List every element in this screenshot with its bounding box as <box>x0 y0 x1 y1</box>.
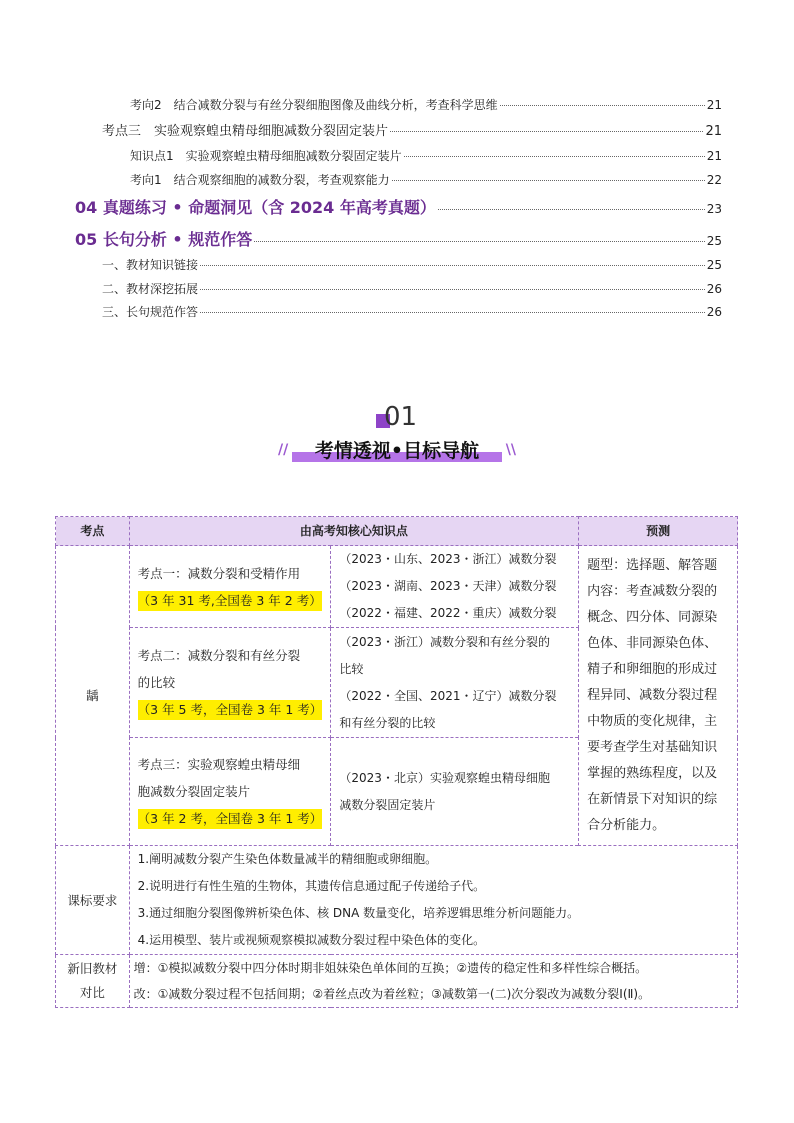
section-title-left-mark: // <box>278 442 289 458</box>
toc-entry-text: 04 真题练习 • 命题洞见（含 2024 年高考真题） <box>75 198 436 217</box>
prediction-line: 色体、非同源染色体、 <box>587 635 718 651</box>
header-kaodian: 考点 <box>56 517 130 546</box>
newold-label-line: 对比 <box>79 985 105 1000</box>
toc-entry[interactable] <box>130 147 722 164</box>
source-line: （2023・北京）实验观察蝗虫精母细胞 <box>339 770 550 785</box>
toc-leader <box>200 265 705 266</box>
prediction-line: 程异同、减数分裂过程 <box>587 687 718 703</box>
point-stat-highlight: （3 年 31 考,全国卷 3 年 2 考） <box>138 591 322 611</box>
point-title: 考点三：实验观察蝗虫精母细 <box>137 757 301 772</box>
toc-leader <box>200 289 705 290</box>
newold-item: 改：①减数分裂过程不包括间期；②着丝点改为着丝粒；③减数第一(二)次分裂改为减数分裂Ⅰ(Ⅱ)。 <box>133 987 651 1001</box>
point-stat-highlight: （3 年 2 考，全国卷 3 年 1 考） <box>138 809 323 829</box>
prediction-line: 在新情景下对知识的综 <box>587 791 718 807</box>
toc-entry-text: 考点三 实验观察蝗虫精母细胞减数分裂固定装片 <box>102 124 389 139</box>
table-header-row <box>56 517 738 546</box>
newold-label <box>56 955 130 1008</box>
point-stat-highlight: （3 年 5 考，全国卷 3 年 1 考） <box>138 700 323 720</box>
prediction-line: 合分析能力。 <box>587 817 666 833</box>
toc-entry[interactable] <box>102 280 722 297</box>
requirements-label: 课标要求 <box>56 846 130 955</box>
point-title: 胞减数分裂固定装片 <box>137 784 251 799</box>
requirement-item: 2.说明进行有性生殖的生物体，其遗传信息通过配子传递给子代。 <box>137 879 486 893</box>
section-title-right-mark: \\ <box>505 442 516 458</box>
toc-page: 25 <box>706 258 722 272</box>
table-row <box>56 846 738 955</box>
toc-entry-text: 二、教材深挖拓展 <box>102 282 199 296</box>
source-line: （2023・山东、2023・浙江）减数分裂 <box>339 552 557 566</box>
toc-page: 26 <box>706 305 722 319</box>
source-line: 比较 <box>339 661 364 676</box>
newold-label-line: 新旧教材 <box>67 961 118 976</box>
toc-entry[interactable] <box>130 96 722 113</box>
prediction-line: 精子和卵细胞的形成过 <box>587 661 718 677</box>
point-cell <box>129 738 331 846</box>
source-cell <box>331 628 579 738</box>
prediction-line: 要考查学生对基础知识 <box>587 739 718 755</box>
source-line: （2023・湖南、2023・天津）减数分裂 <box>339 579 557 593</box>
newold-item: 增：①模拟减数分裂中四分体时期非姐妹染色单体间的互换；②遗传的稳定性和多样性综合概括。 <box>133 961 648 975</box>
point-cell <box>129 628 331 738</box>
table-row <box>56 546 738 628</box>
toc-page: 21 <box>706 98 722 112</box>
table-row <box>56 955 738 1008</box>
toc-entry-text: 考向1 结合观察细胞的减数分裂，考查观察能力 <box>130 173 390 187</box>
toc-page: 26 <box>706 282 722 296</box>
toc-leader <box>390 131 703 132</box>
prediction-line: 掌握的熟练程度，以及 <box>587 765 718 781</box>
section-title <box>270 436 524 466</box>
requirements-cell <box>129 846 737 955</box>
prediction-line: 概念、四分体、同源染 <box>587 609 718 625</box>
source-line: （2022・全国、2021・辽宁）减数分裂 <box>339 688 557 703</box>
toc-entry[interactable] <box>102 303 722 320</box>
source-cell <box>331 738 579 846</box>
source-line: 和有丝分裂的比较 <box>339 715 436 730</box>
prediction-cell <box>579 546 738 846</box>
newold-cell <box>129 955 737 1008</box>
toc-leader <box>438 209 705 210</box>
point-title: 考点二：减数分裂和有丝分裂 <box>137 648 301 663</box>
toc-entry[interactable] <box>75 227 722 250</box>
toc-page: 21 <box>706 149 722 163</box>
toc-entry[interactable] <box>102 120 722 139</box>
requirement-item: 1.阐明减数分裂产生染色体数量减半的精细胞或卵细胞。 <box>137 852 438 866</box>
requirement-item: 4.运用模型、装片或视频观察模拟减数分裂过程中染色体的变化。 <box>137 933 486 947</box>
source-line: 减数分裂固定装片 <box>339 797 436 812</box>
toc-leader <box>500 105 705 106</box>
toc-leader <box>200 312 705 313</box>
toc-leader <box>404 156 705 157</box>
toc-page: 23 <box>706 202 722 216</box>
header-core-knowledge: 由高考知核心知识点 <box>129 517 579 546</box>
toc-entry-text: 知识点1 实验观察蝗虫精母细胞减数分裂固定装片 <box>130 149 402 163</box>
point-title: 的比较 <box>137 675 176 690</box>
toc-entry-text: 考向2 结合减数分裂与有丝分裂细胞图像及曲线分析，考查科学思维 <box>130 98 498 112</box>
toc-page: 22 <box>706 173 722 187</box>
toc-leader <box>254 241 705 242</box>
source-line: （2023・浙江）减数分裂和有丝分裂的 <box>339 634 550 649</box>
section-number <box>376 402 426 432</box>
prediction-line: 题型：选择题、解答题 <box>587 557 718 573</box>
header-prediction: 预测 <box>579 517 738 546</box>
source-line: （2022・福建、2022・重庆）减数分裂 <box>339 606 557 620</box>
point-cell <box>129 546 331 628</box>
exam-analysis-table <box>55 516 738 1008</box>
toc-entry-text: 一、教材知识链接 <box>102 258 199 272</box>
point-title: 考点一：减数分裂和受精作用 <box>137 565 301 581</box>
toc-page: 25 <box>706 234 722 248</box>
source-cell <box>331 546 579 628</box>
toc-page: 21 <box>705 124 722 139</box>
prediction-line: 中物质的变化规律，主 <box>587 713 718 729</box>
toc-entry-text: 05 长句分析 • 规范作答 <box>75 230 253 249</box>
prediction-line: 内容：考查减数分裂的 <box>587 583 718 599</box>
row-label: 龋 <box>56 546 130 846</box>
section-number-text: 01 <box>384 402 418 432</box>
toc-entry[interactable] <box>102 256 722 273</box>
toc-entry[interactable] <box>75 195 722 218</box>
requirement-item: 3.通过细胞分裂图像辨析染色体、核 DNA 数量变化，培养逻辑思维分析问题能力。 <box>137 906 580 920</box>
toc-leader <box>392 180 705 181</box>
section-title-text: 考情透视•目标导航 <box>314 440 480 462</box>
toc-entry-text: 三、长句规范作答 <box>102 305 199 319</box>
toc-entry[interactable] <box>130 171 722 188</box>
